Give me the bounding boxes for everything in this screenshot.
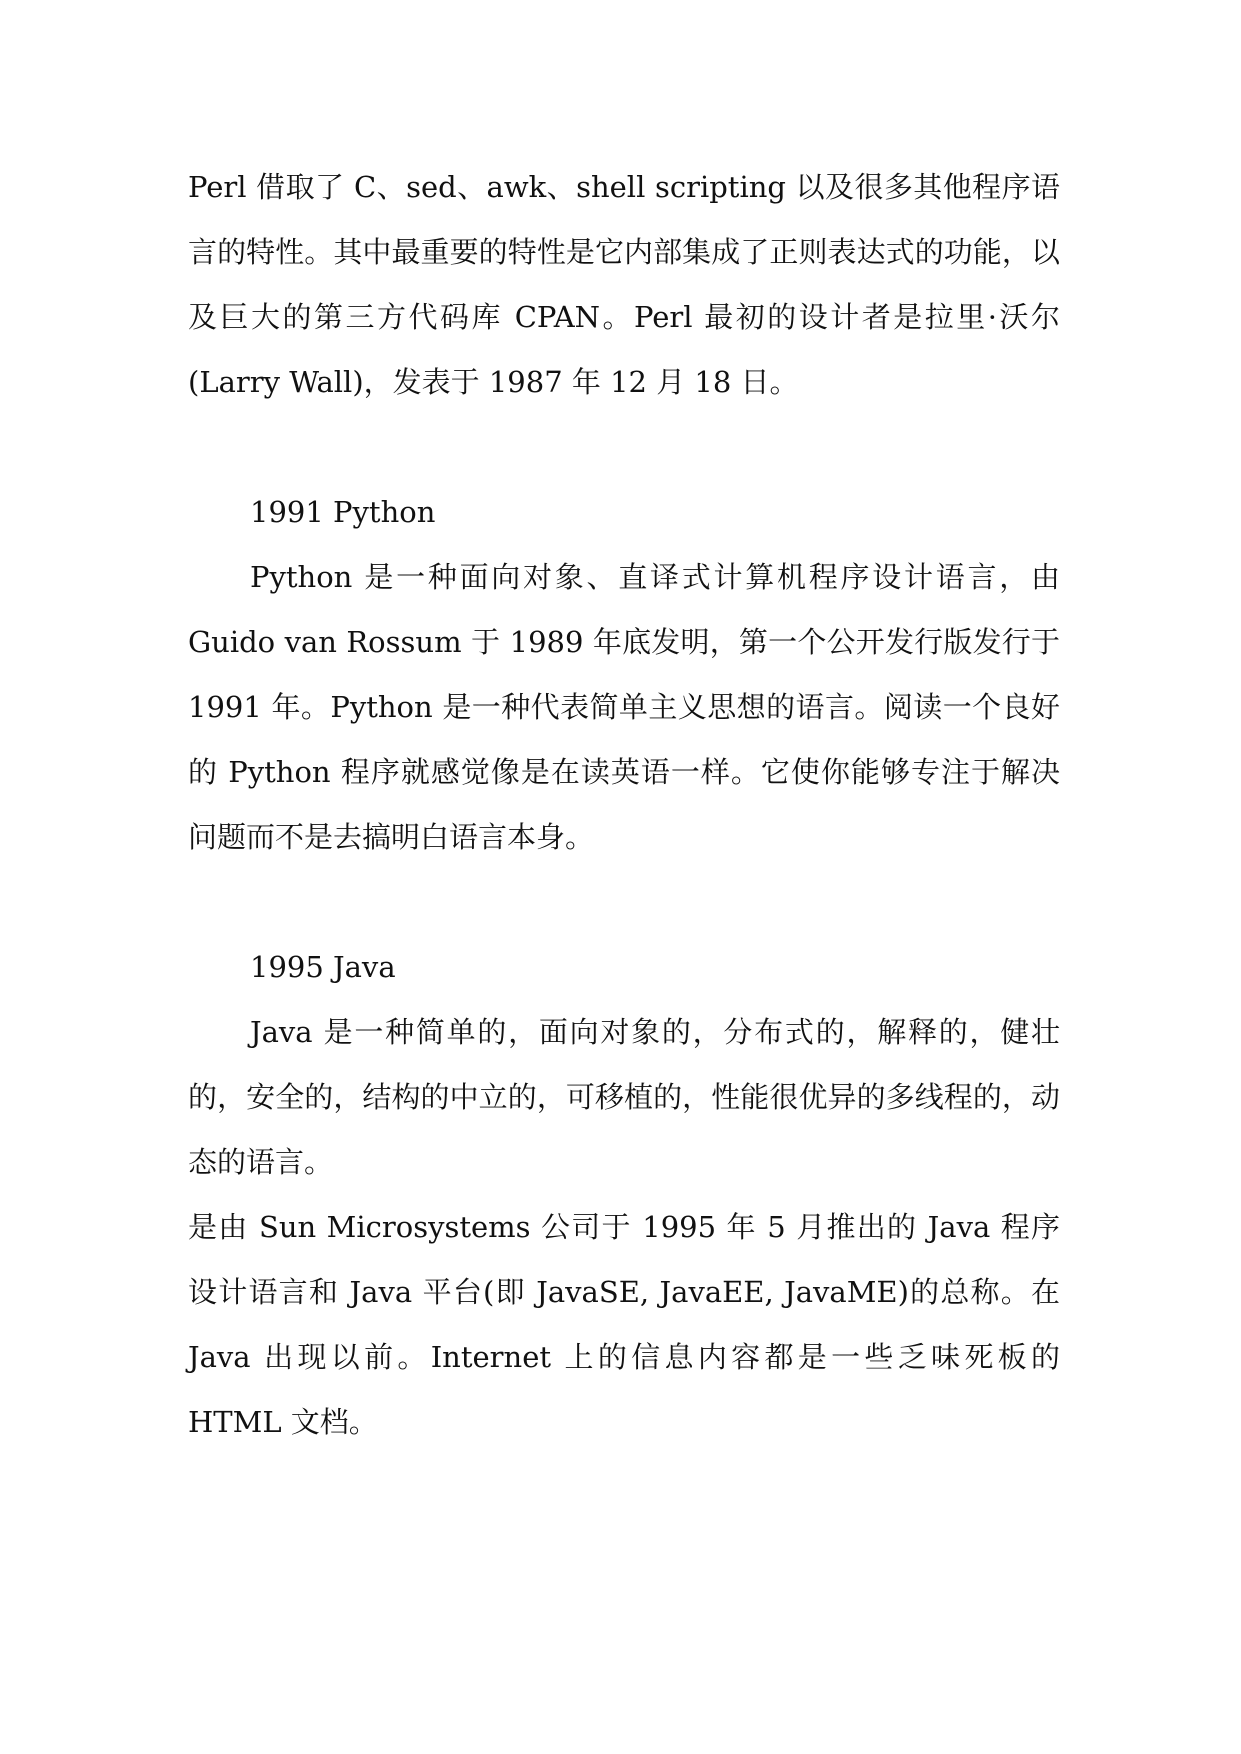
java-paragraph-2: 是由 Sun Microsystems 公司于 1995 年 5 月推出的 Java 程序设计语言和 Java 平台(即 JavaSE, JavaEE, JavaME)的总称。在 Java 出现以前。Internet 上的信息内容都是一些乏味死板的 HTML 文档。 bbox=[188, 1210, 1060, 1439]
section-spacer bbox=[188, 415, 1060, 480]
document-body bbox=[188, 155, 1060, 1455]
java-paragraph-1: Java 是一种简单的，面向对象的，分布式的，解释的，健壮的，安全的，结构的中立的，可移植的，性能很优异的多线程的，动态的语言。 bbox=[188, 1015, 1060, 1179]
java-heading: 1995 Java bbox=[250, 950, 396, 984]
perl-paragraph: Perl 借取了 C、sed、awk、shell scripting 以及很多其他程序语言的特性。其中最重要的特性是它内部集成了正则表达式的功能，以及巨大的第三方代码库 CPAN。Perl 最初的设计者是拉里·沃尔(Larry Wall)，发表于 1987 年 12 月 18 日。 bbox=[188, 170, 1060, 399]
python-heading: 1991 Python bbox=[250, 495, 436, 529]
section-spacer bbox=[188, 870, 1060, 935]
python-paragraph: Python 是一种面向对象、直译式计算机程序设计语言，由 Guido van Rossum 于 1989 年底发明，第一个公开发行版发行于 1991 年。Python 是一种代表简单主义思想的语言。阅读一个良好的 Python 程序就感觉像是在读英语一样。它使你能够专注于解决问题而不是去搞明白语言本身。 bbox=[188, 560, 1060, 854]
